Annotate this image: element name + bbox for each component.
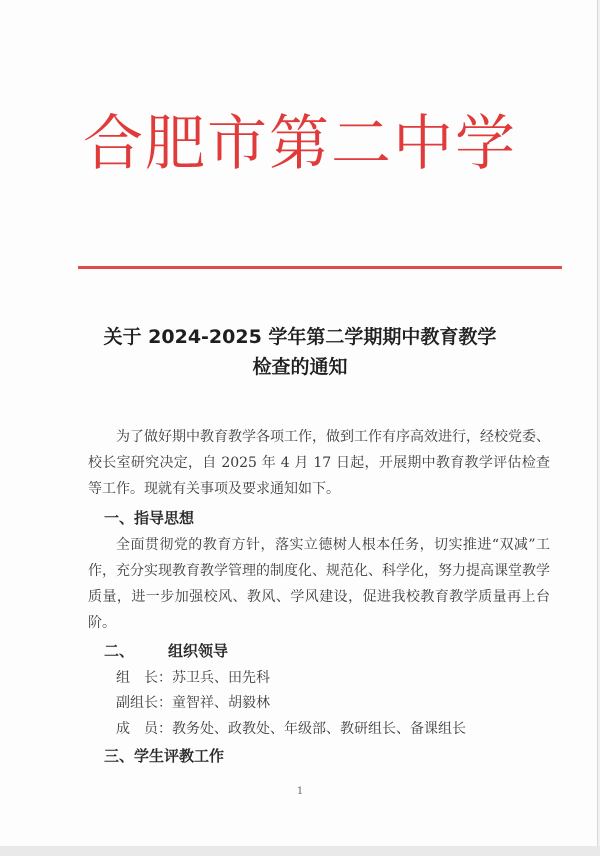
bottom-edge-strip: [0, 846, 600, 856]
leader-row: 组 长：苏卫兵、田先科: [116, 670, 270, 686]
section-2-number: 二、: [104, 642, 135, 660]
section-2-heading: [104, 638, 228, 664]
section-1-heading: 一、指导思想: [104, 509, 195, 527]
title-line-1: 关于 2024-2025 学年第二学期期中教育教学: [103, 326, 497, 348]
page-number: 1: [296, 786, 304, 797]
section-2-title: 组织领导: [168, 642, 229, 660]
section-1-paragraph: 全面贯彻党的教育方针，落实立德树人根本任务，切实推进“双减”工作，充分实现教育教学管理的制度化、规范化、科学化，努力提高课堂教学质量，进一步加强校风、教风、学风建设，促进我校教育教学质量再上台阶。: [88, 537, 550, 631]
title-line-2: 检查的通知: [252, 356, 348, 378]
document-title: [80, 322, 520, 382]
red-divider-rule: [78, 266, 562, 269]
members-row: 成 员：教务处、政教处、年级部、教研组长、备课组长: [116, 721, 466, 737]
section-3-heading: 三、学生评教工作: [104, 747, 225, 765]
deputy-leader-row: 副组长：童智祥、胡毅林: [116, 695, 270, 711]
intro-paragraph: 为了做好期中教育教学各项工作，做到工作有序高效进行，经校党委、校长室研究决定，自 2025 年 4 月 17 日起，开展期中教育教学评估检查等工作。现就有关事项及要求通知如下。: [88, 429, 550, 497]
school-masthead: 合肥市第二中学: [83, 109, 517, 179]
